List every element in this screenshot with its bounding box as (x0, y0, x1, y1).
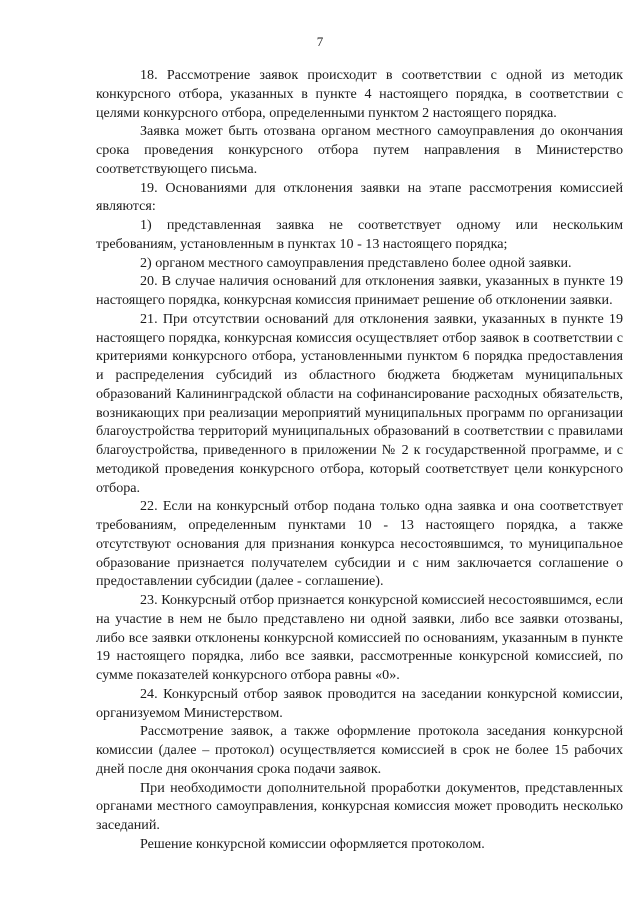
paragraph-19: 19. Основаниями для отклонения заявки на этапе рассмотрения комиссией являются: (96, 179, 623, 215)
document-body (96, 66, 623, 854)
paragraph-withdrawal: Заявка может быть отозвана органом местного самоуправления до окончания срока проведения конкурсного отбора путем направления в Министерство соответствующего письма. (96, 123, 623, 177)
paragraph-review-term: Рассмотрение заявок, а также оформление протокола заседания конкурсной комиссии (далее – протокол) осуществляется комиссией в срок не более 15 рабочих дней после дня окончания срока подачи заявок. (96, 723, 623, 777)
paragraph-multiple-meetings: При необходимости дополнительной проработки документов, представленных органами местного самоуправления, конкурсная комиссия может проводить несколько заседаний. (96, 779, 623, 833)
paragraph-decision: Решение конкурсной комиссии оформляется протоколом. (140, 835, 485, 852)
paragraph-20: 20. В случае наличия оснований для отклонения заявки, указанных в пункте 19 настоящего порядка, конкурсная комиссия принимает решение об отклонении заявки. (96, 273, 623, 308)
paragraph-23: 23. Конкурсный отбор признается конкурсной комиссией несостоявшимся, если на участие в нем не было представлено ни одной заявки, либо все заявки отозваны, либо все заявки отклонены конкурсной комиссией по основаниям, указанным в пункте 19 настоящего порядка, либо все заявки, рассмотренные конкурсной комиссией, по сумме показателей конкурсного отбора равны «0». (96, 592, 623, 683)
paragraph-22: 22. Если на конкурсный отбор подана только одна заявка и она соответствует требованиям, определенным пунктами 10 - 13 настоящего порядка, а также отсутствуют основания для признания конкурса несостоявшимся, то муниципальное образование признается получателем субсидии и с ним заключается соглашение о предоставлении субсидии (далее - соглашение). (96, 498, 623, 590)
paragraph-21: 21. При отсутствии оснований для отклонения заявки, указанных в пункте 19 настоящего порядка, конкурсная комиссия осуществляет отбор заявок в соответствии с критериями конкурсного отбора, установленными пунктом 6 порядка предоставления и распределения субсидий из областного бюджета бюджетам муниципальных образований Калининградской области на софинансирование расходных обязательств, возникающих при реализации мероприятий муниципальных программ по организации благоустройства территорий муниципальных образований в соответствии с правилами благоустройства, приведенного в приложении № 2 к государственной программе, и с методикой проведения конкурсного отбора, который соответствует цели конкурсного отбора. (96, 310, 623, 496)
paragraph-18: 18. Рассмотрение заявок происходит в соответствии с одной из методик конкурсного отбора, указанных в пункте 4 настоящего порядка, в соответствии с целями конкурсного отбора, определенными пунктом 2 настоящего порядка. (96, 67, 623, 121)
page-number: 7 (316, 34, 324, 49)
paragraph-24: 24. Конкурсный отбор заявок проводится на заседании конкурсной комиссии, организуемом Министерством. (96, 685, 623, 721)
paragraph-19-item-1: 1) представленная заявка не соответствует одному или нескольким требованиям, установленным в пунктах 10 - 13 настоящего порядка; (96, 217, 623, 252)
paragraph-19-item-2: 2) органом местного самоуправления представлено более одной заявки. (140, 254, 572, 271)
